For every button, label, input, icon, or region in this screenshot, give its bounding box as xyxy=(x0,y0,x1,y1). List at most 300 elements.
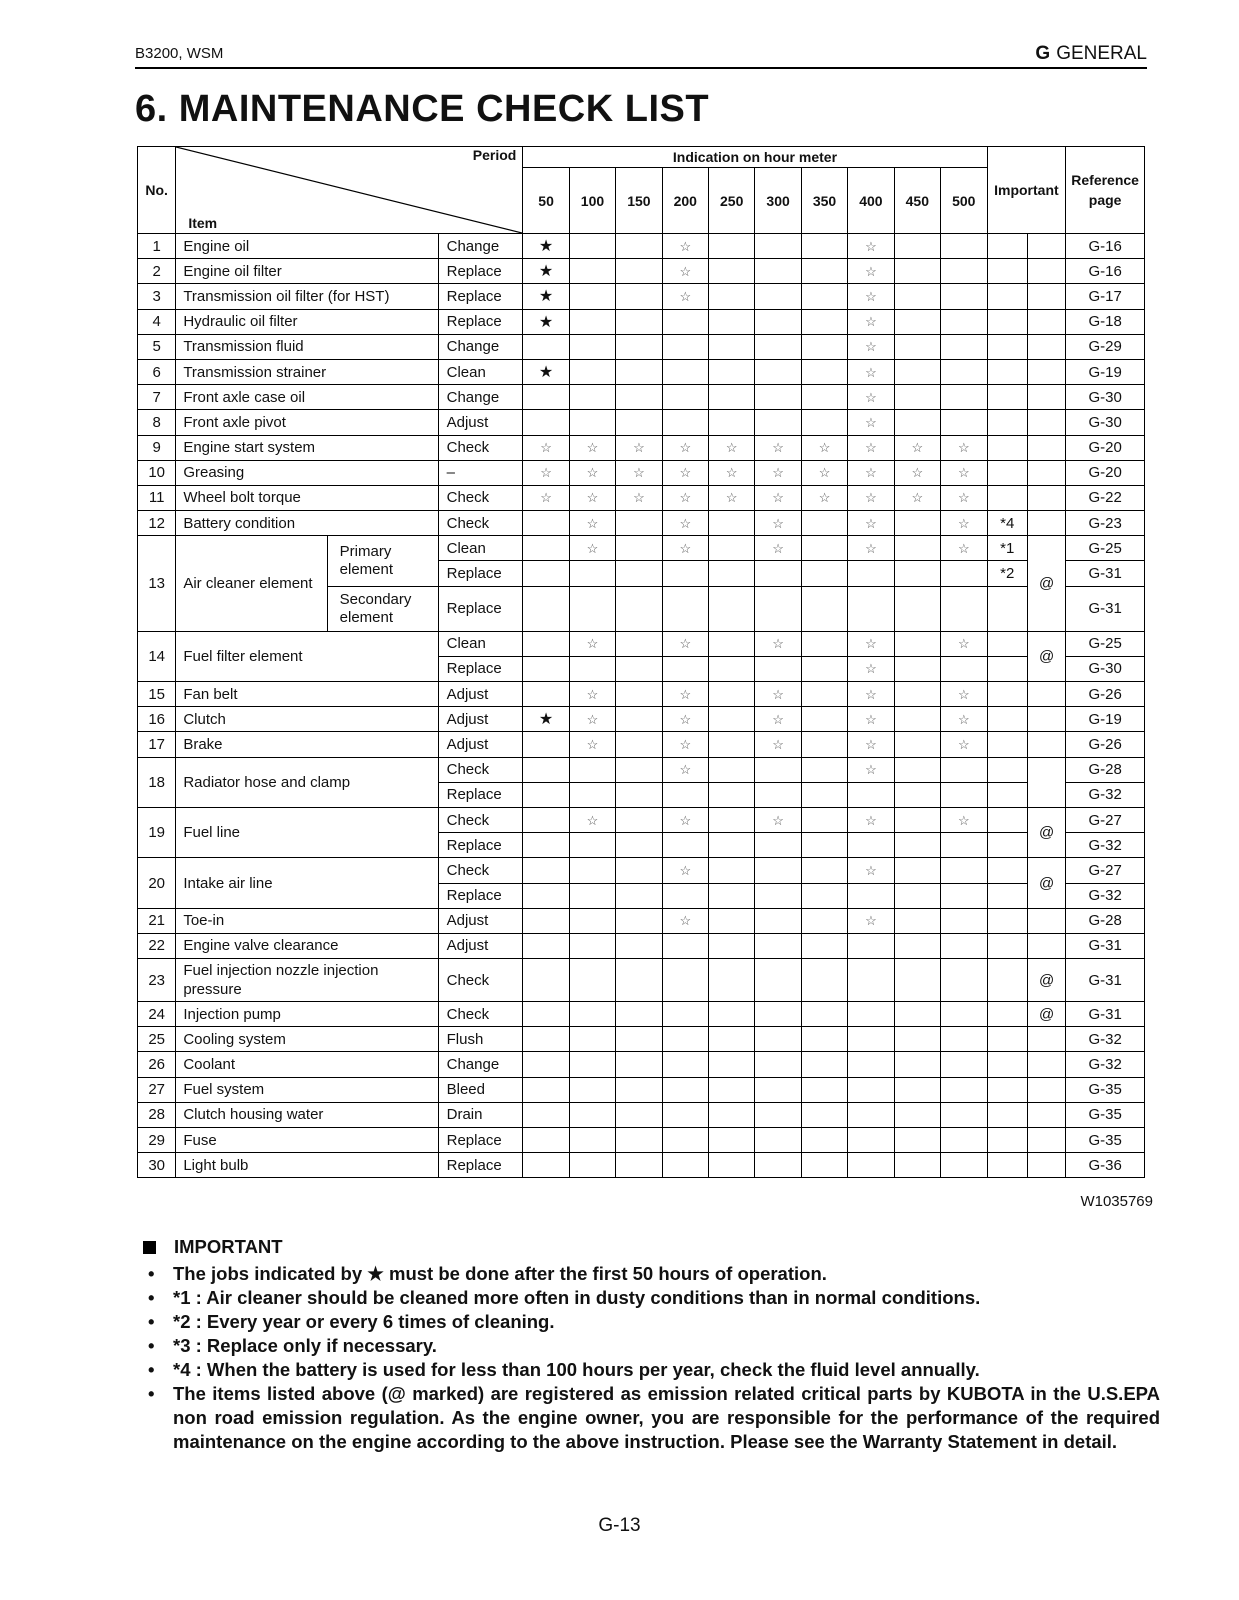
row-action: Check xyxy=(438,511,523,536)
important-note xyxy=(987,1128,1027,1153)
mark-cell xyxy=(801,807,847,832)
mark-cell xyxy=(755,586,801,631)
emission-mark xyxy=(1027,682,1065,707)
row-action: Change xyxy=(438,234,523,259)
mark-cell xyxy=(941,485,988,510)
mark-cell xyxy=(569,656,615,681)
mark-cell xyxy=(616,460,662,485)
mark-cell xyxy=(755,460,801,485)
row-action: Replace xyxy=(438,309,523,334)
mark-cell xyxy=(616,933,662,958)
row-action: Change xyxy=(438,385,523,410)
reference-page: G-31 xyxy=(1066,933,1145,958)
mark-cell xyxy=(523,1102,569,1127)
mark-cell xyxy=(523,707,569,732)
mark-cell xyxy=(569,883,615,908)
mark-cell xyxy=(755,707,801,732)
mark-cell xyxy=(662,234,708,259)
hollow-star-icon: ☆ xyxy=(772,736,784,752)
mark-cell xyxy=(662,309,708,334)
row-number: 4 xyxy=(138,309,176,334)
reference-page: G-28 xyxy=(1066,908,1145,933)
mark-cell xyxy=(755,1052,801,1077)
hollow-star-icon: ☆ xyxy=(957,465,970,481)
row-action: – xyxy=(438,460,523,485)
mark-cell xyxy=(755,561,801,586)
row-item: Greasing xyxy=(176,460,438,485)
mark-cell xyxy=(801,1153,847,1178)
mark-cell xyxy=(848,631,894,656)
mark-cell xyxy=(755,732,801,757)
mark-cell xyxy=(848,234,894,259)
important-note: *1 xyxy=(987,536,1027,561)
page-number: G-13 xyxy=(598,1515,641,1536)
important-note xyxy=(987,732,1027,757)
mark-cell xyxy=(894,656,940,681)
mark-cell xyxy=(616,858,662,883)
note-item: • The items listed above (@ marked) are registered as emission related critical parts by KUBOTA in the U.S.EPA non road emission regulation. As the engine owner, you are responsible for the performance of the required maintenance on the engine according to the above instruction. Please see the Warranty Statement in detail. xyxy=(140,1382,1160,1454)
row-item: Fuel filter element xyxy=(176,631,438,681)
mark-cell xyxy=(894,1052,940,1077)
mark-cell xyxy=(709,933,755,958)
hollow-star-icon: ☆ xyxy=(679,762,692,778)
row-item: Fan belt xyxy=(176,682,438,707)
mark-cell xyxy=(848,385,894,410)
row-action: Replace xyxy=(438,1128,523,1153)
mark-cell xyxy=(616,631,662,656)
item-label: Item xyxy=(188,215,218,231)
reference-page: G-30 xyxy=(1066,385,1145,410)
mark-cell xyxy=(709,782,755,807)
table-row xyxy=(138,807,1145,832)
hollow-star-icon: ☆ xyxy=(957,736,970,752)
solid-star-icon: ★ xyxy=(538,364,554,382)
mark-cell xyxy=(662,959,708,1002)
important-note xyxy=(987,682,1027,707)
mark-cell xyxy=(523,1052,569,1077)
mark-cell xyxy=(848,732,894,757)
mark-cell xyxy=(662,707,708,732)
mark-cell xyxy=(523,757,569,782)
mark-cell xyxy=(709,511,755,536)
reference-page: G-16 xyxy=(1066,234,1145,259)
mark-cell xyxy=(941,1128,988,1153)
emission-mark xyxy=(1027,460,1065,485)
important-notes xyxy=(140,1236,1160,1454)
mark-cell xyxy=(662,1052,708,1077)
important-note: *4 xyxy=(987,511,1027,536)
square-bullet-icon xyxy=(143,1241,156,1254)
mark-cell xyxy=(941,385,988,410)
mark-cell xyxy=(801,1052,847,1077)
mark-cell xyxy=(755,833,801,858)
table-row xyxy=(138,1102,1145,1127)
row-item: Front axle case oil xyxy=(176,385,438,410)
important-note xyxy=(987,234,1027,259)
hollow-star-icon: ☆ xyxy=(865,314,877,330)
reference-page: G-32 xyxy=(1066,1027,1145,1052)
hollow-star-icon: ☆ xyxy=(633,465,645,481)
mark-cell xyxy=(709,485,755,510)
hollow-star-icon: ☆ xyxy=(586,736,599,752)
row-number: 9 xyxy=(138,435,176,460)
row-number: 30 xyxy=(138,1153,176,1178)
mark-cell xyxy=(755,435,801,460)
mark-cell xyxy=(662,807,708,832)
mark-cell xyxy=(941,656,988,681)
mark-cell xyxy=(894,536,940,561)
mark-cell xyxy=(941,1153,988,1178)
mark-cell xyxy=(894,682,940,707)
row-item: Fuel line xyxy=(176,807,438,857)
emission-mark xyxy=(1027,757,1065,807)
mark-cell xyxy=(801,511,847,536)
mark-cell xyxy=(801,410,847,435)
section-label xyxy=(1035,43,1147,65)
mark-cell xyxy=(848,460,894,485)
col-header-no: No. xyxy=(138,147,176,234)
reference-page: G-20 xyxy=(1066,435,1145,460)
mark-cell xyxy=(709,707,755,732)
mark-cell xyxy=(569,757,615,782)
emission-mark xyxy=(1027,410,1065,435)
row-number: 10 xyxy=(138,460,176,485)
important-note xyxy=(987,334,1027,359)
mark-cell xyxy=(662,511,708,536)
mark-cell xyxy=(801,234,847,259)
mark-cell xyxy=(801,309,847,334)
mark-cell xyxy=(894,933,940,958)
reference-page: G-22 xyxy=(1066,485,1145,510)
mark-cell xyxy=(941,511,988,536)
mark-cell xyxy=(894,883,940,908)
mark-cell xyxy=(616,807,662,832)
hollow-star-icon: ☆ xyxy=(586,490,599,506)
solid-star-icon: ★ xyxy=(538,238,554,256)
hollow-star-icon: ☆ xyxy=(957,540,970,556)
mark-cell xyxy=(662,460,708,485)
row-action: Replace xyxy=(438,1153,523,1178)
mark-cell xyxy=(848,883,894,908)
mark-cell xyxy=(848,1102,894,1127)
mark-cell xyxy=(755,1102,801,1127)
mark-cell xyxy=(894,284,940,309)
hollow-star-icon: ☆ xyxy=(679,238,692,254)
mark-cell xyxy=(709,1002,755,1027)
mark-cell xyxy=(941,334,988,359)
reference-page: G-35 xyxy=(1066,1077,1145,1102)
mark-cell xyxy=(662,334,708,359)
mark-cell xyxy=(755,959,801,1002)
mark-cell xyxy=(569,732,615,757)
mark-cell xyxy=(941,883,988,908)
mark-cell xyxy=(894,732,940,757)
hour-col-250: 250 xyxy=(709,168,755,234)
mark-cell xyxy=(941,1027,988,1052)
mark-cell xyxy=(569,908,615,933)
hollow-star-icon: ☆ xyxy=(772,515,784,531)
emission-mark xyxy=(1027,485,1065,510)
table-row xyxy=(138,511,1145,536)
table-row xyxy=(138,410,1145,435)
note-item: • *2 : Every year or every 6 times of cleaning. xyxy=(140,1310,1160,1334)
row-number: 22 xyxy=(138,933,176,958)
solid-star-icon: ★ xyxy=(538,711,554,729)
mark-cell xyxy=(523,908,569,933)
notes-heading xyxy=(140,1236,1160,1258)
mark-cell xyxy=(755,259,801,284)
mark-cell xyxy=(523,259,569,284)
important-note xyxy=(987,959,1027,1002)
reference-page: G-27 xyxy=(1066,858,1145,883)
reference-page: G-30 xyxy=(1066,656,1145,681)
important-note xyxy=(987,757,1027,782)
reference-page: G-26 xyxy=(1066,682,1145,707)
mark-cell xyxy=(941,1002,988,1027)
row-action: Drain xyxy=(438,1102,523,1127)
hollow-star-icon: ☆ xyxy=(586,636,599,652)
row-number: 27 xyxy=(138,1077,176,1102)
table-header-row xyxy=(138,147,1145,168)
mark-cell xyxy=(523,561,569,586)
row-number: 12 xyxy=(138,511,176,536)
mark-cell xyxy=(523,858,569,883)
mark-cell xyxy=(616,259,662,284)
hollow-star-icon: ☆ xyxy=(865,636,877,652)
emission-mark: @ xyxy=(1027,807,1065,857)
mark-cell xyxy=(755,1077,801,1102)
hollow-star-icon: ☆ xyxy=(679,711,692,727)
table-row xyxy=(138,858,1145,883)
mark-cell xyxy=(569,707,615,732)
period-label: Period xyxy=(472,147,517,163)
mark-cell xyxy=(569,435,615,460)
hollow-star-icon: ☆ xyxy=(911,440,924,456)
table-row xyxy=(138,1128,1145,1153)
mark-cell xyxy=(894,435,940,460)
note-item: • *4 : When the battery is used for less than 100 hours per year, check the fluid level annually. xyxy=(140,1358,1160,1382)
mark-cell xyxy=(801,732,847,757)
mark-cell xyxy=(848,1002,894,1027)
mark-cell xyxy=(755,682,801,707)
mark-cell xyxy=(616,883,662,908)
mark-cell xyxy=(709,385,755,410)
mark-cell xyxy=(709,1052,755,1077)
mark-cell xyxy=(523,385,569,410)
mark-cell xyxy=(801,1027,847,1052)
row-item: Intake air line xyxy=(176,858,438,908)
mark-cell xyxy=(662,435,708,460)
mark-cell xyxy=(755,1128,801,1153)
mark-cell xyxy=(662,1002,708,1027)
important-note xyxy=(987,1002,1027,1027)
mark-cell xyxy=(894,1102,940,1127)
mark-cell xyxy=(662,1153,708,1178)
table-body xyxy=(138,147,1145,1178)
mark-cell xyxy=(894,586,940,631)
mark-cell xyxy=(755,234,801,259)
mark-cell xyxy=(801,959,847,1002)
row-action: Adjust xyxy=(438,732,523,757)
row-action: Check xyxy=(438,858,523,883)
mark-cell xyxy=(941,435,988,460)
mark-cell xyxy=(709,732,755,757)
mark-cell xyxy=(894,385,940,410)
row-action: Replace xyxy=(438,284,523,309)
hollow-star-icon: ☆ xyxy=(725,440,738,456)
mark-cell xyxy=(709,1027,755,1052)
hollow-star-icon: ☆ xyxy=(679,636,692,652)
mark-cell xyxy=(709,1128,755,1153)
mark-cell xyxy=(755,385,801,410)
hollow-star-icon: ☆ xyxy=(772,686,784,702)
row-action: Replace xyxy=(438,782,523,807)
mark-cell xyxy=(569,682,615,707)
mark-cell xyxy=(709,682,755,707)
mark-cell xyxy=(523,682,569,707)
mark-cell xyxy=(662,1102,708,1127)
important-header: Important xyxy=(987,147,1066,234)
mark-cell xyxy=(569,1128,615,1153)
row-item: Transmission oil filter (for HST) xyxy=(176,284,438,309)
mark-cell xyxy=(569,782,615,807)
mark-cell xyxy=(616,1153,662,1178)
hollow-star-icon: ☆ xyxy=(957,636,970,652)
mark-cell xyxy=(801,259,847,284)
mark-cell xyxy=(616,1077,662,1102)
row-number: 2 xyxy=(138,259,176,284)
mark-cell xyxy=(894,410,940,435)
mark-cell xyxy=(941,1077,988,1102)
mark-cell xyxy=(709,757,755,782)
row-number: 29 xyxy=(138,1128,176,1153)
row-item: Radiator hose and clamp xyxy=(176,757,438,807)
mark-cell xyxy=(801,656,847,681)
hollow-star-icon: ☆ xyxy=(586,711,599,727)
mark-cell xyxy=(616,284,662,309)
mark-cell xyxy=(755,485,801,510)
hollow-star-icon: ☆ xyxy=(772,490,784,506)
important-note xyxy=(987,883,1027,908)
row-action: Replace xyxy=(438,883,523,908)
mark-cell xyxy=(755,511,801,536)
reference-page: G-31 xyxy=(1066,1002,1145,1027)
mark-cell xyxy=(848,782,894,807)
important-note xyxy=(987,707,1027,732)
hollow-star-icon: ☆ xyxy=(957,711,970,727)
hour-col-450: 450 xyxy=(894,168,940,234)
mark-cell xyxy=(709,536,755,561)
mark-cell xyxy=(662,1027,708,1052)
mark-cell xyxy=(801,682,847,707)
hollow-star-icon: ☆ xyxy=(679,440,692,456)
hollow-star-icon: ☆ xyxy=(865,414,877,430)
important-note xyxy=(987,259,1027,284)
hollow-star-icon: ☆ xyxy=(772,440,784,456)
row-action: Change xyxy=(438,334,523,359)
reference-page: G-23 xyxy=(1066,511,1145,536)
table-row xyxy=(138,435,1145,460)
emission-mark: @ xyxy=(1027,631,1065,681)
emission-mark xyxy=(1027,1077,1065,1102)
mark-cell xyxy=(801,908,847,933)
emission-mark xyxy=(1027,334,1065,359)
important-note xyxy=(987,410,1027,435)
mark-cell xyxy=(755,410,801,435)
mark-cell xyxy=(848,410,894,435)
hollow-star-icon: ☆ xyxy=(679,862,692,878)
mark-cell xyxy=(616,586,662,631)
mark-cell xyxy=(616,1052,662,1077)
mark-cell xyxy=(616,1002,662,1027)
mark-cell xyxy=(569,385,615,410)
hollow-star-icon: ☆ xyxy=(865,661,877,677)
hollow-star-icon: ☆ xyxy=(865,686,877,702)
mark-cell xyxy=(616,833,662,858)
mark-cell xyxy=(616,511,662,536)
mark-cell xyxy=(941,707,988,732)
row-item: Fuse xyxy=(176,1128,438,1153)
mark-cell xyxy=(894,485,940,510)
row-number: 8 xyxy=(138,410,176,435)
mark-cell xyxy=(616,561,662,586)
mark-cell xyxy=(616,757,662,782)
mark-cell xyxy=(523,833,569,858)
mark-cell xyxy=(709,656,755,681)
mark-cell xyxy=(894,1128,940,1153)
figure-code: W1035769 xyxy=(1080,1193,1153,1210)
mark-cell xyxy=(941,933,988,958)
hollow-star-icon: ☆ xyxy=(865,238,877,254)
mark-cell xyxy=(941,536,988,561)
hollow-star-icon: ☆ xyxy=(957,812,970,828)
table-row xyxy=(138,682,1145,707)
row-number: 26 xyxy=(138,1052,176,1077)
emission-mark xyxy=(1027,259,1065,284)
mark-cell xyxy=(941,410,988,435)
mark-cell xyxy=(848,1128,894,1153)
important-note xyxy=(987,631,1027,656)
row-number: 21 xyxy=(138,908,176,933)
row-item: Engine oil filter xyxy=(176,259,438,284)
important-note xyxy=(987,1102,1027,1127)
hollow-star-icon: ☆ xyxy=(586,812,599,828)
mark-cell xyxy=(709,410,755,435)
row-number: 14 xyxy=(138,631,176,681)
hollow-star-icon: ☆ xyxy=(586,440,599,456)
hollow-star-icon: ☆ xyxy=(679,263,692,279)
emission-mark: @ xyxy=(1027,536,1065,631)
hollow-star-icon: ☆ xyxy=(540,490,552,506)
mark-cell xyxy=(755,631,801,656)
table-row xyxy=(138,234,1145,259)
mark-cell xyxy=(801,385,847,410)
mark-cell xyxy=(801,1128,847,1153)
mark-cell xyxy=(894,460,940,485)
mark-cell xyxy=(755,807,801,832)
hollow-star-icon: ☆ xyxy=(865,339,877,355)
mark-cell xyxy=(801,561,847,586)
hollow-star-icon: ☆ xyxy=(772,465,784,481)
reference-page: G-32 xyxy=(1066,833,1145,858)
mark-cell xyxy=(755,1027,801,1052)
row-item: Front axle pivot xyxy=(176,410,438,435)
row-item: Clutch xyxy=(176,707,438,732)
mark-cell xyxy=(848,435,894,460)
row-item: Fuel system xyxy=(176,1077,438,1102)
mark-cell xyxy=(616,656,662,681)
hour-col-100: 100 xyxy=(569,168,615,234)
